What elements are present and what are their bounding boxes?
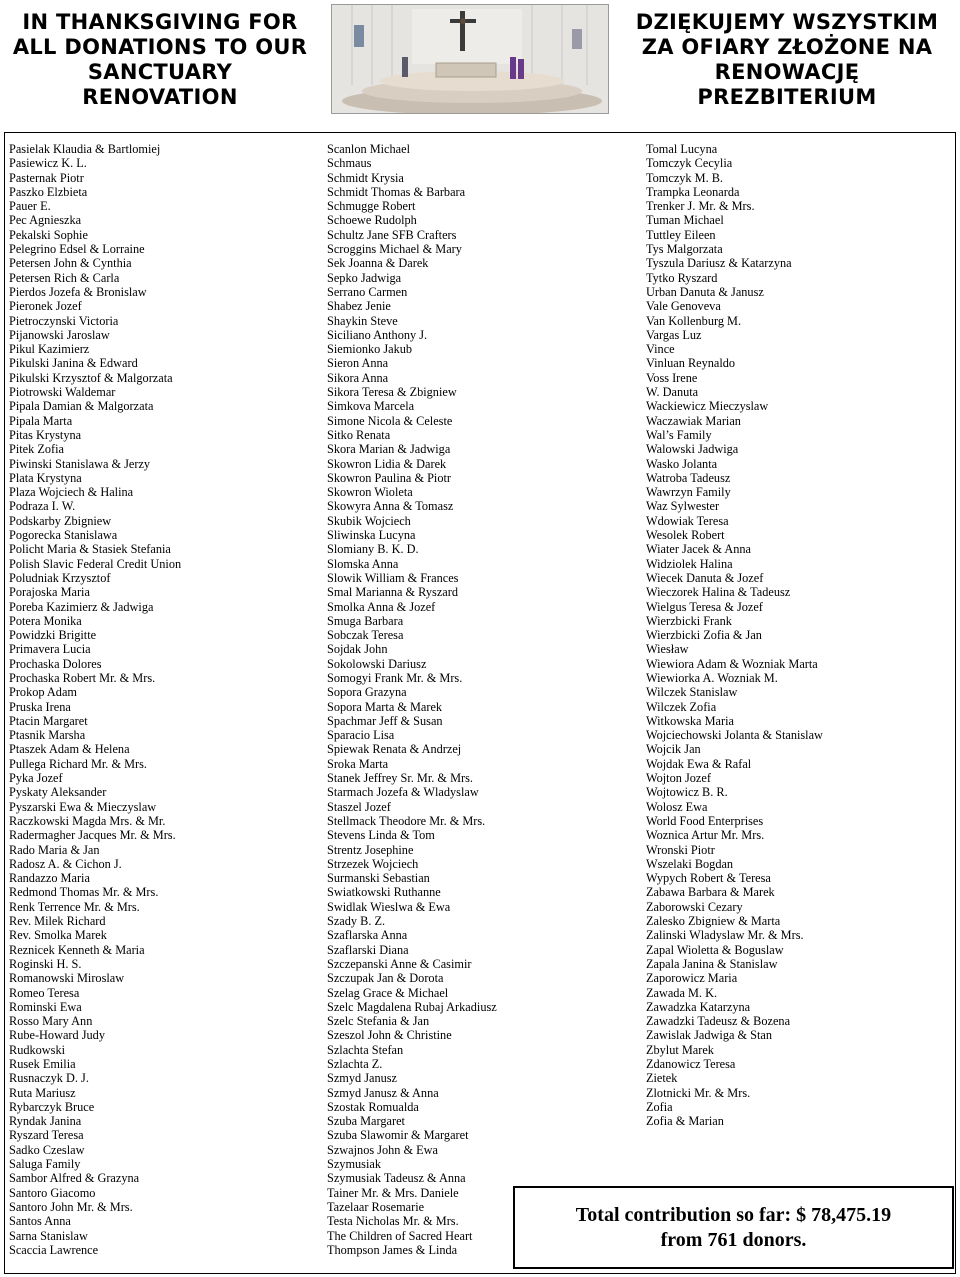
donor-name: Urban Danuta & Janusz [646,284,764,299]
donor-name: Sroka Marta [327,756,389,771]
donor-name: Poreba Kazimierz & Jadwiga [9,599,154,614]
donor-name: Sek Joanna & Darek [327,256,429,271]
donor-name: Vargas Luz [646,327,702,342]
donor-name: Pyka Jozef [9,771,63,786]
donor-name: Szuba Margaret [327,1114,405,1129]
donor-name: Sepko Jadwiga [327,270,402,285]
donor-name: Ptaszek Adam & Helena [9,742,130,757]
donor-name: Sieron Anna [327,356,389,371]
donor-name: Shabez Jenie [327,299,391,314]
donor-name: Wierzbicki Zofia & Jan [646,628,762,643]
donor-name: Skowyra Anna & Tomasz [327,499,454,514]
donor-name: Zalesko Zbigniew & Marta [646,914,781,929]
donor-name: Scroggins Michael & Mary [327,242,462,257]
donor-name: Zietek [646,1071,678,1086]
donor-name: Sokolowski Dariusz [327,656,427,671]
donor-name: Slomska Anna [327,556,399,571]
donor-name: Sopora Grazyna [327,685,407,700]
donor-name: Rusek Emilia [9,1057,76,1071]
donor-name: Tytko Ryszard [646,270,718,285]
donor-name: Policht Maria & Stasiek Stefania [9,542,171,557]
donor-name: Skowron Paulina & Piotr [327,470,451,485]
donor-name: Paszko Elzbieta [9,184,88,199]
title-line: PREZBITERIUM [697,85,877,109]
donor-name: Piwinski Stanislawa & Jerzy [9,456,151,471]
donor-name: Wojtowicz B. R. [646,785,728,800]
donor-name: Shaykin Steve [327,313,398,328]
donor-name: Zaborowski Cezary [646,899,743,914]
title-polish [622,10,952,110]
donor-name: Wiewiora Adam & Wozniak Marta [646,656,818,671]
donor-name: Slowik William & Frances [327,570,459,585]
donor-name: Pruska Irena [9,699,71,714]
donor-name: Zbylut Marek [646,1042,714,1057]
donor-name: Szostak Romualda [327,1099,419,1114]
donor-name: Smuga Barbara [327,613,404,628]
donor-name: Vale Genoveva [646,299,721,314]
donor-name: Sitko Renata [327,427,391,442]
donor-name: Prokop Adam [9,685,77,700]
donor-name: Wiecek Danuta & Jozef [646,570,764,585]
donor-name: Zapala Janina & Stanislaw [646,956,778,971]
donor-name: Podskarby Zbigniew [9,513,112,528]
donor-name: Romanowski Miroslaw [9,971,125,986]
donor-name: Szady B. Z. [327,914,386,929]
donor-name: Rominski Ewa [9,999,82,1014]
donor-name: Wilczek Zofia [646,699,717,714]
donor-name: Szelc Magdalena Rubaj Arkadiusz [327,999,497,1014]
donor-name: Voss Irene [646,370,698,385]
sanctuary-illustration [332,5,608,113]
donor-name: Santoro John Mr. & Mrs. [9,1199,133,1214]
donor-name: Pipala Damian & Malgorzata [9,399,154,414]
donor-name: Stanek Jeffrey Sr. Mr. & Mrs. [327,771,473,786]
donor-name: Wojton Jozef [646,771,711,786]
donor-name: Schoewe Rudolph [327,213,417,228]
donor-name: Wronski Piotr [646,842,715,857]
donor-name: Zawadzka Katarzyna [646,999,751,1014]
donor-name: Tuttley Eileen [646,227,716,242]
donor-name: Zapal Wioletta & Boguslaw [646,942,784,957]
donor-name: Spachmar Jeff & Susan [327,713,443,728]
donor-name: Waz Sylwester [646,499,720,514]
donor-name: Pietroczynski Victoria [9,313,119,328]
donor-name: Primavera Lucia [9,642,91,657]
donor-name: Sikora Teresa & Zbigniew [327,385,457,400]
donor-name: Schmidt Krysia [327,170,404,185]
donor-name: Skowron Lidia & Darek [327,456,447,471]
donor-name: Radosz A. & Cichon J. [9,856,122,871]
donor-name: Sojdak John [327,642,388,657]
donor-name: Szuba Slawomir & Margaret [327,1128,469,1143]
donor-name: Ptacin Margaret [9,713,88,728]
donor-name: Wierzbicki Frank [646,613,732,628]
donor-name: Wolosz Ewa [646,799,708,814]
donor-name: Zlotnicki Mr. & Mrs. [646,1085,751,1100]
donor-name: Scanlon Michael [327,142,410,156]
donor-name: Potera Monika [9,613,82,628]
donor-name: Wojciechowski Jolanta & Stanislaw [646,728,823,743]
donor-name: Pelegrino Edsel & Lorraine [9,242,145,257]
donor-name: Sarna Stanislaw [9,1228,88,1243]
donor-name: Szlachta Stefan [327,1042,404,1057]
donor-name: Witkowska Maria [646,713,734,728]
donor-name: Szmyd Janusz [327,1071,398,1086]
donor-name: Zawadzki Tadeusz & Bozena [646,1014,791,1029]
donor-name: Skora Marian & Jadwiga [327,442,451,457]
donor-name: Walowski Jadwiga [646,442,739,457]
donor-name: Swiatkowski Ruthanne [327,885,441,900]
donor-name: Skowron Wioleta [327,485,413,500]
donor-name: Schultz Jane SFB Crafters [327,227,457,242]
donor-name: Tazelaar Rosemarie [327,1199,425,1214]
donor-name: Wesolek Robert [646,528,725,543]
title-english [0,10,320,110]
donor-name: Pikulski Krzysztof & Malgorzata [9,370,173,385]
donor-name: Tainer Mr. & Mrs. Daniele [327,1185,459,1200]
donor-name: Reznicek Kenneth & Maria [9,942,145,957]
donor-name: Szczepanski Anne & Casimir [327,956,472,971]
donor-name: Szelc Stefania & Jan [327,1014,430,1029]
total-contribution-box [513,1186,954,1269]
donor-name: Stellmack Theodore Mr. & Mrs. [327,813,486,828]
donor-name: Zdanowicz Teresa [646,1057,736,1071]
donor-name: Santoro Giacomo [9,1185,96,1200]
donor-name: Strzezek Wojciech [327,856,419,871]
donor-name: Serrano Carmen [327,284,408,299]
donor-name: Radermagher Jacques Mr. & Mrs. [9,828,176,843]
donor-name: Sadko Czeslaw [9,1142,85,1157]
donor-name: Wasko Jolanta [646,456,718,471]
donor-name: Rosso Mary Ann [9,1014,93,1029]
donor-name: Schmidt Thomas & Barbara [327,184,466,199]
donor-name: Ryndak Janina [9,1114,82,1129]
donor-name: Zawada M. K. [646,985,718,1000]
donor-name: Szmyd Janusz & Anna [327,1085,439,1100]
donor-name: Tomczyk M. B. [646,170,724,185]
donor-name: W. Danuta [646,385,699,400]
donor-name: Sparacio Lisa [327,728,395,743]
donor-name: Wojdak Ewa & Rafal [646,756,752,771]
donor-name: Wilczek Stanislaw [646,685,738,700]
donor-name: Redmond Thomas Mr. & Mrs. [9,885,159,900]
donor-name: Zabawa Barbara & Marek [646,885,775,900]
donor-name: Surmanski Sebastian [327,871,430,886]
donor-name: Pauer E. [9,199,51,214]
donor-name: Szelag Grace & Michael [327,985,449,1000]
donor-name: Pogorecka Stanislawa [9,528,118,543]
donor-name: Staszel Jozef [327,799,391,814]
donor-name: Petersen Rich & Carla [9,270,120,285]
donor-name: Rudkowski [9,1042,66,1057]
donor-name: Van Kollenburg M. [646,313,742,328]
donor-name: Vinluan Reynaldo [646,356,736,371]
donor-name: Woznica Artur Mr. Mrs. [646,828,765,843]
donor-name: Pikul Kazimierz [9,342,90,357]
donor-name: Santos Anna [9,1214,71,1229]
donor-name: Ruta Mariusz [9,1085,76,1100]
title-line: RENOVATION [82,85,238,109]
donor-name: Plata Krystyna [9,470,82,485]
donor-name: Wiewiorka A. Wozniak M. [646,670,778,685]
donor-name: Pasiewicz K. L. [9,156,87,171]
donor-name: Polish Slavic Federal Credit Union [9,556,182,571]
donor-name: Trampka Leonarda [646,184,740,199]
donor-name: Poludniak Krzysztof [9,570,111,585]
donor-name: Trenker J. Mr. & Mrs. [646,199,755,214]
donor-name: Simone Nicola & Celeste [327,413,453,428]
title-line: SANCTUARY [87,60,233,84]
donor-name: Wypych Robert & Teresa [646,871,771,886]
donor-name: Pipala Marta [9,413,73,428]
donor-name: Tuman Michael [646,213,724,228]
donor-name: Sikora Anna [327,370,389,385]
donor-name: Strentz Josephine [327,842,414,857]
donor-name: Rev. Smolka Marek [9,928,107,943]
donor-name: Prochaska Dolores [9,656,102,671]
donor-name: Zawislak Jadwiga & Stan [646,1028,773,1043]
donor-name: Somogyi Frank Mr. & Mrs. [327,670,463,685]
donor-name: Stevens Linda & Tom [327,828,435,843]
donor-name: Smolka Anna & Jozef [327,599,436,614]
donor-name: Szaflarska Anna [327,928,408,943]
donor-name: Prochaska Robert Mr. & Mrs. [9,670,156,685]
donor-column-2 [327,142,497,1257]
donor-name: Pasternak Piotr [9,170,84,185]
donor-name: Skubik Wojciech [327,513,411,528]
donor-name: Pikulski Janina & Edward [9,356,138,371]
donor-name: Pierdos Jozefa & Bronislaw [9,284,147,299]
donor-name: Pijanowski Jaroslaw [9,327,110,342]
donor-name: Zofia [646,1099,673,1114]
donor-name: Porajoska Maria [9,585,90,600]
donor-column-1 [9,142,181,1257]
donor-name: Siciliano Anthony J. [327,327,428,342]
donor-name: Schmaus [327,156,372,171]
donor-name: Widziolek Halina [646,556,733,571]
donor-name: Waczawiak Marian [646,413,741,428]
donor-name: Szwajnos John & Ewa [327,1142,439,1157]
donor-name: Scaccia Lawrence [9,1242,99,1257]
title-line: ALL DONATIONS TO OUR [12,35,308,59]
donor-name: Vince [646,342,675,357]
donor-name: Wiater Jacek & Anna [646,542,752,557]
donor-name: Raczkowski Magda Mrs. & Mr. [9,813,166,828]
donor-name: Pitas Krystyna [9,427,82,442]
donor-name: Rusnaczyk D. J. [9,1071,89,1086]
title-line: RENOWACJĘ [714,60,860,84]
donor-name: Swidlak Wieslwa & Ewa [327,899,451,914]
donor-name: Wiesław [646,642,689,657]
donor-name: Petersen John & Cynthia [9,256,132,271]
donor-name: Rube-Howard Judy [9,1028,105,1043]
sanctuary-photo [331,4,609,114]
donor-name: Thompson James & Linda [327,1242,458,1257]
donor-name: Randazzo Maria [9,871,90,886]
donor-name: Tyszula Dariusz & Katarzyna [646,256,792,271]
donor-name: Ptasnik Marsha [9,728,86,743]
donor-name: Slomiany B. K. D. [327,542,419,557]
donor-name: Szczupak Jan & Dorota [327,971,444,986]
donor-name: Pec Agnieszka [9,213,82,228]
donor-name: Wawrzyn Family [646,485,731,500]
donor-name: Sobczak Teresa [327,628,404,643]
donor-name: Wackiewicz Mieczyslaw [646,399,769,414]
donor-name: Wdowiak Teresa [646,513,729,528]
donor-name: Pasielak Klaudia & Bartlomiej [9,142,161,156]
donor-name: Rybarczyk Bruce [9,1099,95,1114]
donor-name: Wal’s Family [646,427,712,442]
donor-name: Wojcik Jan [646,742,701,757]
donor-name: Szymusiak Tadeusz & Anna [327,1171,466,1186]
donor-name: Testa Nicholas Mr. & Mrs. [327,1214,459,1229]
donor-name: Zofia & Marian [646,1114,724,1129]
donor-name: Wielgus Teresa & Jozef [646,599,763,614]
donor-name: Pieronek Jozef [9,299,82,314]
donor-name: Sambor Alfred & Grazyna [9,1171,140,1186]
donor-name: Rado Maria & Jan [9,842,100,857]
donor-name: Podraza I. W. [9,499,76,514]
donor-name: Roginski H. S. [9,956,82,971]
donor-name: Pyskaty Aleksander [9,785,107,800]
donor-name: Starmach Jozefa & Wladyslaw [327,785,479,800]
donor-name: Pitek Zofia [9,442,64,457]
title-line: DZIĘKUJEMY WSZYSTKIM [635,10,939,34]
donor-name: Tomal Lucyna [646,142,718,156]
donor-name: Watroba Tadeusz [646,470,731,485]
donor-name: Sliwinska Lucyna [327,528,416,543]
donor-name: Renk Terrence Mr. & Mrs. [9,899,140,914]
donor-column-3 [646,142,823,1128]
donor-name: Smal Marianna & Ryszard [327,585,458,600]
donor-name: Wieczorek Halina & Tadeusz [646,585,791,600]
donor-name: Szymusiak [327,1157,381,1172]
donor-name: Zalinski Wladyslaw Mr. & Mrs. [646,928,804,943]
donor-name: Wszelaki Bogdan [646,856,734,871]
donor-name: Sopora Marta & Marek [327,699,443,714]
donor-name: Simkova Marcela [327,399,415,414]
donor-name: Tys Malgorzata [646,242,723,257]
donor-name: Pyszarski Ewa & Mieczyslaw [9,799,157,814]
donor-name: Tomczyk Cecylia [646,156,733,171]
title-line: ZA OFIARY ZŁOŻONE NA [641,35,933,59]
donor-name: World Food Enterprises [646,813,764,828]
donor-name: Szaflarski Diana [327,942,409,957]
donor-name: Zaporowicz Maria [646,971,738,986]
donor-name: Rev. Milek Richard [9,914,106,929]
donor-name: Szeszol John & Christine [327,1028,452,1043]
donor-name: Szlachta Z. [327,1057,383,1071]
donor-name: Romeo Teresa [9,985,80,1000]
donor-count: from 761 donors. [660,1228,807,1251]
total-amount: Total contribution so far: $ 78,475.19 [575,1203,892,1226]
donor-name: Pullega Richard Mr. & Mrs. [9,756,147,771]
donor-name: Ryszard Teresa [9,1128,84,1143]
donor-name: Piotrowski Waldemar [9,385,116,400]
donor-name: The Children of Sacred Heart [327,1228,473,1243]
donor-name: Powidzki Brigitte [9,628,97,643]
donor-name: Spiewak Renata & Andrzej [327,742,462,757]
donor-name: Pekalski Sophie [9,227,88,242]
donor-name: Saluga Family [9,1157,81,1172]
donor-name: Siemionko Jakub [327,342,413,357]
donor-name: Schmugge Robert [327,199,416,214]
donor-name: Plaza Wojciech & Halina [9,485,134,500]
title-line: IN THANKSGIVING FOR [22,10,298,34]
